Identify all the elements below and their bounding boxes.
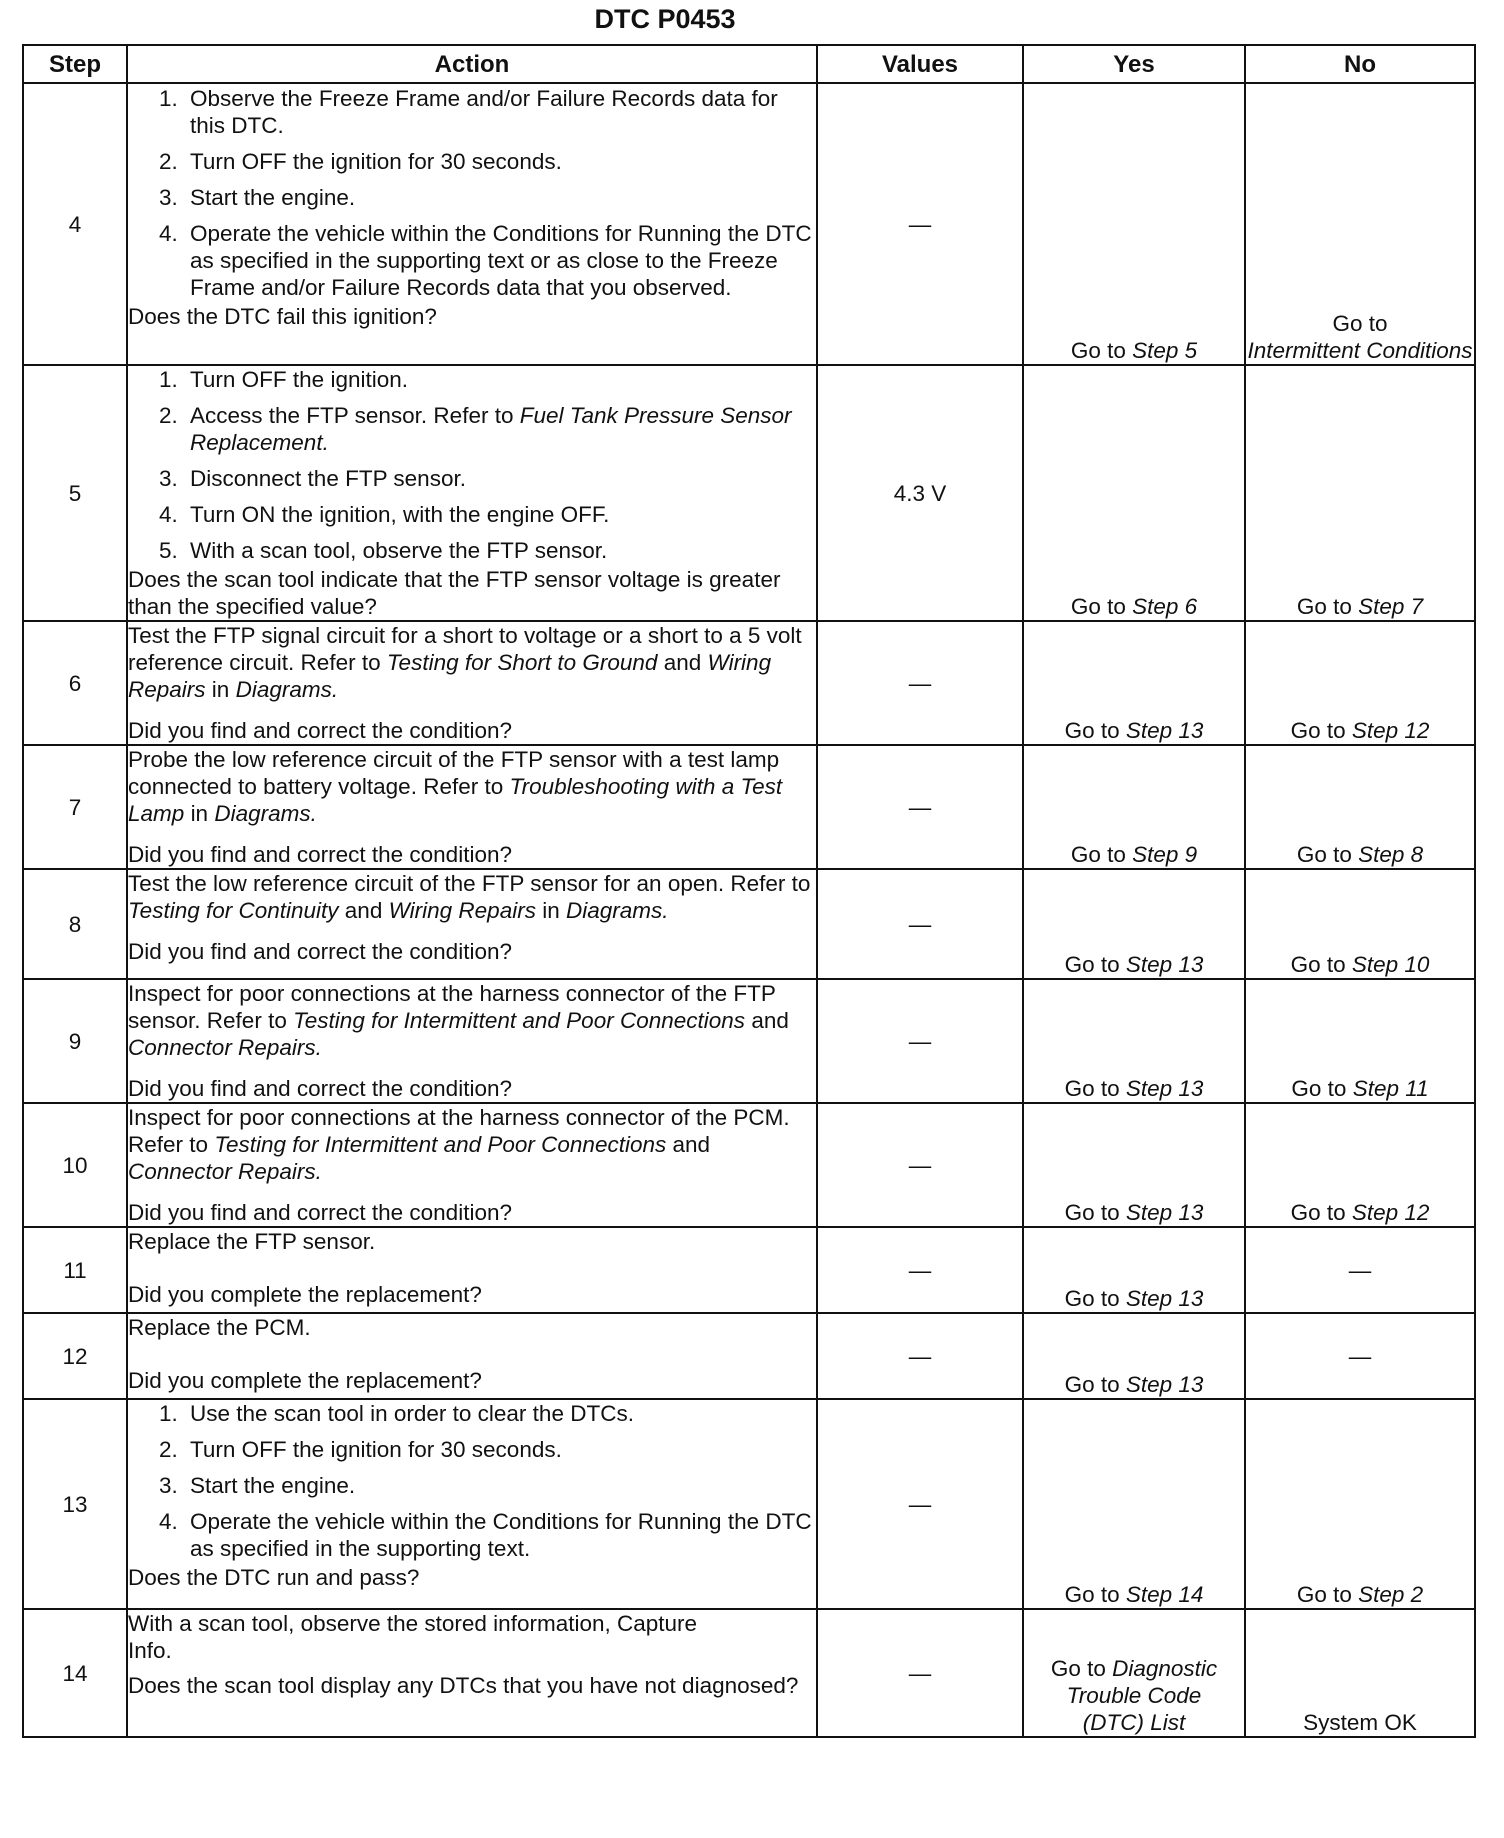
goto-text: Go to (1050, 1656, 1106, 1681)
no-link[interactable]: Step 10 (1351, 952, 1430, 977)
list-item: 1. Observe the Freeze Frame and/or Failure Records data for this DTC. (184, 85, 816, 139)
step-number: 11 (23, 1227, 127, 1313)
action-text (128, 980, 816, 1061)
goto-text: Go to (1070, 842, 1126, 867)
table-row (23, 621, 1475, 745)
value-cell: — (817, 83, 1023, 365)
table-row (23, 1399, 1475, 1609)
step-number: 5 (23, 365, 127, 621)
action-cell (127, 869, 817, 979)
value-cell: — (817, 869, 1023, 979)
table-row (23, 83, 1475, 365)
yes-link[interactable]: Step 13 (1125, 1076, 1204, 1101)
yes-cell (1023, 745, 1245, 869)
yes-cell (1023, 83, 1245, 365)
no-cell (1245, 869, 1475, 979)
yes-cell (1023, 869, 1245, 979)
conjunction: in (542, 898, 560, 923)
yes-link[interactable]: Diagnostic Trouble Code (DTC) List (1066, 1656, 1218, 1735)
reference-link[interactable]: Troubleshooting with a Test Lamp (128, 774, 783, 826)
step-number: 14 (23, 1609, 127, 1737)
reference-link[interactable]: Wiring Repairs (128, 650, 772, 702)
step-number: 4 (23, 83, 127, 365)
no-link[interactable]: Step 11 (1352, 1076, 1429, 1101)
action-text (128, 870, 816, 924)
yes-link[interactable]: Step 13 (1125, 718, 1204, 743)
goto-text: Go to (1290, 952, 1346, 977)
page-title: DTC P0453 (594, 4, 736, 34)
step-number: 6 (23, 621, 127, 745)
reference-link[interactable]: Fuel Tank Pressure Sensor Replacement. (190, 403, 792, 455)
goto-text: Go to (1070, 594, 1126, 619)
yes-cell (1023, 1313, 1245, 1399)
value-cell: — (817, 745, 1023, 869)
action-cell (127, 83, 817, 365)
yes-cell (1023, 1399, 1245, 1609)
yes-link[interactable]: Step 5 (1132, 338, 1198, 363)
action-cell (127, 1103, 817, 1227)
question-text: Does the scan tool indicate that the FTP sensor voltage is greater than the specified value? (128, 567, 781, 619)
step-number: 10 (23, 1103, 127, 1227)
action-cell (127, 365, 817, 621)
reference-link[interactable]: Connector Repairs. (128, 1159, 322, 1184)
table-row (23, 1103, 1475, 1227)
question-text: Did you complete the replacement? (128, 1368, 482, 1393)
action-text (128, 622, 816, 703)
action-text: Replace the FTP sensor. (128, 1229, 376, 1254)
no-link[interactable]: Intermittent Conditions (1247, 338, 1473, 363)
value-cell: — (817, 1313, 1023, 1399)
yes-link[interactable]: Step 14 (1125, 1582, 1204, 1607)
value-cell: — (817, 1399, 1023, 1609)
no-cell (1245, 745, 1475, 869)
question-text: Did you find and correct the condition? (128, 842, 512, 867)
no-cell (1245, 1103, 1475, 1227)
goto-text: Go to (1070, 338, 1126, 363)
no-cell: System OK (1245, 1609, 1475, 1737)
no-cell (1245, 83, 1475, 365)
goto-text: Go to (1290, 1200, 1346, 1225)
yes-link[interactable]: Step 13 (1125, 952, 1204, 977)
no-cell (1245, 365, 1475, 621)
list-item: 2. Turn OFF the ignition for 30 seconds. (184, 1436, 816, 1463)
goto-text: Go to (1064, 952, 1120, 977)
yes-cell (1023, 365, 1245, 621)
action-body: Test the low reference circuit of the FTP sensor for an open. Refer to (128, 871, 811, 896)
list-item: 1. Turn OFF the ignition. (184, 366, 816, 393)
reference-link[interactable]: Wiring Repairs (388, 898, 536, 923)
question-text: Did you find and correct the condition? (128, 1076, 512, 1101)
table-row (23, 1227, 1475, 1313)
list-item: 4. Operate the vehicle within the Conditions for Running the DTC as specified in the supporting text or as close to the Freeze Frame and/or Failure Records data that you observed. (184, 220, 816, 301)
question-text: Did you find and correct the condition? (128, 718, 512, 743)
action-cell (127, 1399, 817, 1609)
action-cell (127, 1227, 817, 1313)
list-item: 3. Start the engine. (184, 1472, 816, 1499)
value-cell: 4.3 V (817, 365, 1023, 621)
reference-link[interactable]: Testing for Short to Ground (386, 650, 658, 675)
table-row (23, 745, 1475, 869)
reference-link[interactable]: Diagrams. (235, 677, 339, 702)
action-text (128, 1104, 816, 1185)
value-cell: — (817, 1103, 1023, 1227)
header-row (23, 45, 1475, 83)
header-values: Values (817, 45, 1023, 83)
list-item: 4. Operate the vehicle within the Conditions for Running the DTC as specified in the supporting text. (184, 1508, 816, 1562)
action-cell (127, 979, 817, 1103)
conjunction: and (663, 650, 702, 675)
conjunction: and (751, 1008, 789, 1033)
action-text: With a scan tool, observe the stored information, Capture Info. (128, 1611, 698, 1663)
yes-cell (1023, 1609, 1245, 1737)
goto-text: Go to (1064, 1582, 1120, 1607)
goto-text: Go to (1064, 1286, 1120, 1311)
no-cell (1245, 1399, 1475, 1609)
goto-text: Go to (1332, 311, 1388, 336)
no-cell: — (1245, 1227, 1475, 1313)
value-cell: — (817, 1609, 1023, 1737)
action-text: Replace the PCM. (128, 1315, 311, 1340)
no-cell (1245, 979, 1475, 1103)
table-row (23, 1313, 1475, 1399)
no-link[interactable]: Step 12 (1351, 1200, 1430, 1225)
goto-text: Go to (1290, 718, 1346, 743)
yes-link[interactable]: Step 13 (1125, 1286, 1204, 1311)
no-cell: — (1245, 1313, 1475, 1399)
diagnostic-table (22, 44, 1476, 1738)
action-cell (127, 621, 817, 745)
action-body: Probe the low reference circuit of the FTP sensor with a test lamp connected to battery voltage. Refer to (128, 747, 780, 799)
reference-link[interactable]: Connector Repairs. (128, 1035, 322, 1060)
yes-cell (1023, 1227, 1245, 1313)
step-number: 7 (23, 745, 127, 869)
table-row (23, 869, 1475, 979)
list-item: 4. Turn ON the ignition, with the engine OFF. (184, 501, 816, 528)
value-cell: — (817, 979, 1023, 1103)
list-item: 3. Disconnect the FTP sensor. (184, 465, 816, 492)
list-item: 3. Start the engine. (184, 184, 816, 211)
header-action: Action (127, 45, 817, 83)
question-text: Did you complete the replacement? (128, 1282, 482, 1307)
goto-text: Go to (1064, 1372, 1120, 1397)
conjunction: and (344, 898, 383, 923)
question-text: Does the DTC run and pass? (128, 1565, 420, 1590)
yes-link[interactable]: Step 13 (1125, 1372, 1204, 1397)
yes-cell (1023, 621, 1245, 745)
list-item: 2. Turn OFF the ignition for 30 seconds. (184, 148, 816, 175)
action-cell (127, 1609, 817, 1737)
header-no: No (1245, 45, 1475, 83)
goto-text: Go to (1291, 1076, 1347, 1101)
yes-cell (1023, 1103, 1245, 1227)
goto-text: Go to (1064, 1200, 1120, 1225)
goto-text: Go to (1296, 594, 1352, 619)
no-link[interactable]: Step 8 (1358, 842, 1424, 867)
question-text: Did you find and correct the condition? (128, 939, 512, 964)
conjunction: in (190, 801, 209, 826)
value-cell: — (817, 1227, 1023, 1313)
table-row (23, 979, 1475, 1103)
conjunction: in (211, 677, 230, 702)
reference-link[interactable]: Testing for Intermittent and Poor Connections (293, 1008, 746, 1033)
list-item (184, 402, 816, 456)
step-number: 12 (23, 1313, 127, 1399)
reference-link[interactable]: Diagrams. (214, 801, 317, 826)
action-body: Test the FTP signal circuit for a short to voltage or a short to a 5 volt reference circuit. Refer to (128, 623, 802, 675)
no-link[interactable]: Step 12 (1351, 718, 1430, 743)
reference-link[interactable]: Testing for Intermittent and Poor Connections (214, 1132, 667, 1157)
step-number: 8 (23, 869, 127, 979)
yes-cell (1023, 979, 1245, 1103)
action-body: Inspect for poor connections at the harness connector of the PCM. Refer to (128, 1105, 790, 1157)
conjunction: and (672, 1132, 711, 1157)
reference-link[interactable]: Testing for Continuity (128, 898, 339, 923)
action-body: Inspect for poor connections at the harness connector of the FTP sensor. Refer to (128, 981, 776, 1033)
question-text: Does the scan tool display any DTCs that you have not diagnosed? (128, 1673, 799, 1698)
yes-link[interactable]: Step 13 (1125, 1200, 1204, 1225)
step-number: 13 (23, 1399, 127, 1609)
header-step: Step (23, 45, 127, 83)
goto-text: Go to (1064, 1076, 1120, 1101)
no-link[interactable]: Step 7 (1358, 594, 1424, 619)
action-cell (127, 1313, 817, 1399)
list-item: 1. Use the scan tool in order to clear the DTCs. (184, 1400, 816, 1427)
goto-text: Go to (1296, 842, 1352, 867)
question-text: Does the DTC fail this ignition? (128, 304, 437, 329)
value-cell: — (817, 621, 1023, 745)
reference-link[interactable]: Diagrams. (566, 898, 669, 923)
list-item: 5. With a scan tool, observe the FTP sensor. (184, 537, 816, 564)
step-number: 9 (23, 979, 127, 1103)
no-link[interactable]: Step 2 (1358, 1582, 1424, 1607)
header-yes: Yes (1023, 45, 1245, 83)
goto-text: Go to (1064, 718, 1120, 743)
table-row (23, 365, 1475, 621)
no-cell (1245, 621, 1475, 745)
goto-text: Go to (1296, 1582, 1352, 1607)
action-text (128, 746, 816, 827)
yes-link[interactable]: Step 9 (1132, 842, 1198, 867)
table-row (23, 1609, 1475, 1737)
step-text: Access the FTP sensor. Refer to (190, 403, 514, 428)
question-text: Did you find and correct the condition? (128, 1200, 512, 1225)
yes-link[interactable]: Step 6 (1132, 594, 1198, 619)
action-cell (127, 745, 817, 869)
